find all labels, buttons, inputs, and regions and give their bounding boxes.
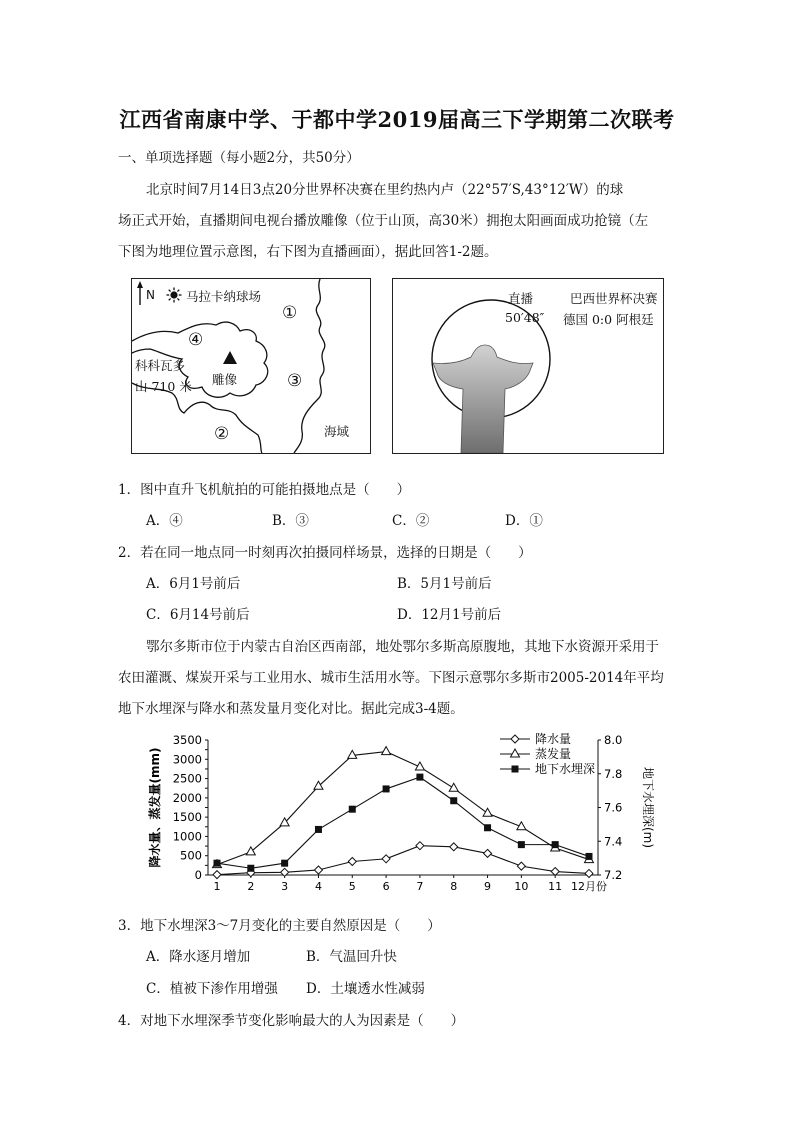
point-precipitation [382,855,390,863]
x-tick-label: 10 [514,880,529,893]
point-evaporation [382,747,391,755]
mountain-label-1: 科科瓦多 [135,358,186,373]
y-tick-label: 3000 [172,752,202,767]
x-tick-label: 6 [382,880,390,893]
point-groundwater [484,824,491,831]
point-groundwater [349,806,356,813]
legend-marker-square [512,766,519,773]
point-precipitation [416,842,424,850]
x-tick-label: 4 [314,880,322,893]
series-line-2 [217,752,589,865]
x-tick-label: 5 [348,880,356,893]
intro1-line2: 场正式开始，直播期间电视台播放雕像（位于山顶，高30米）拥抱太阳画面成功抢镜（左 [118,213,649,229]
mountain-label-2: 山 710 米 [135,379,192,394]
q1-stem: 1．图中直升飞机航拍的可能拍摄地点是（ ） [118,482,411,498]
event-label: 巴西世界杯决赛 [570,291,658,306]
y-right-tick-label: 7.4 [604,834,623,849]
point-groundwater [247,865,254,872]
y-right-axis-title: 地下水埋深(m) [641,766,655,849]
y-tick-label: 500 [180,848,202,863]
point-groundwater [281,860,288,867]
broadcast-frame [392,278,664,454]
point-groundwater [416,774,423,781]
q2-option-a: A．6月1号前后 [146,576,241,592]
q3-stem: 3．地下水埋深3～7月变化的主要自然原因是（ ） [118,918,441,934]
q1-option-a: A．④ [146,513,183,529]
series-line-1 [217,846,589,875]
q1-option-d: D．① [505,513,543,529]
intro1-line1: 北京时间7月14日3点20分世界杯决赛在里约热内卢（22°57′S,43°12′W）的球 [146,182,624,198]
sea-label: 海域 [324,424,350,439]
point-evaporation [348,750,357,758]
north-label: N [146,288,155,302]
q2-option-b: B．5月1号前后 [397,576,492,592]
bay-coastline [294,279,325,453]
point-groundwater [450,797,457,804]
intro2-line1: 鄂尔多斯市位于内蒙古自治区西南部，地处鄂尔多斯高原腹地，其地下水资源开采用于 [146,639,659,655]
statue-label: 雕像 [212,372,238,387]
marker-2: ② [214,424,230,444]
q2-option-d: D．12月1号前后 [397,607,502,623]
legend-label: 降水量 [535,732,572,746]
intro2-line3: 地下水埋深与降水和蒸发量月变化对比。据此完成3-4题。 [118,701,464,717]
y-axis-title: 降水量、蒸发量(mm) [148,747,162,868]
x-tick-label: 7 [416,880,424,893]
point-precipitation [348,858,356,866]
legend-marker-triangle [511,749,520,757]
y-tick-label: 3500 [172,733,202,747]
x-tick-label: 12月份 [571,880,607,893]
marker-3: ③ [287,371,303,391]
point-groundwater [586,853,593,860]
stadium-label: 马拉卡纳球场 [186,289,262,304]
location-map [131,278,371,454]
legend-marker-diamond [511,735,519,743]
q3-option-d: D．土壤透水性减弱 [306,981,425,997]
y-right-tick-label: 7.6 [604,800,623,815]
point-evaporation [483,808,492,816]
point-groundwater [214,860,221,867]
stadium-sun-icon [167,288,182,303]
y-right-tick-label: 8.0 [604,733,623,747]
statue-mountain-icon [223,351,237,364]
y-tick-label: 1500 [172,810,202,825]
q3-option-b: B．气温回升快 [306,949,397,965]
point-precipitation [517,862,525,870]
y-tick-label: 1000 [172,829,202,844]
q3-option-a: A．降水逐月增加 [146,949,251,965]
page-title: 江西省南康中学、于都中学2019届高三下学期第二次联考 [119,107,675,132]
point-evaporation [449,783,458,791]
q4-stem: 4．对地下水埋深季节变化影响最大的人为因素是（ ） [118,1013,465,1029]
groundwater-chart [140,728,660,893]
x-tick-label: 11 [548,880,563,893]
marker-1: ① [282,303,298,323]
point-precipitation [585,869,593,877]
point-groundwater [552,841,559,848]
y-right-tick-label: 7.8 [604,766,623,781]
point-precipitation [484,849,492,857]
x-tick-label: 3 [281,880,289,893]
q2-option-c: C．6月14号前后 [146,607,250,623]
q3-option-c: C．植被下渗作用增强 [146,981,278,997]
x-tick-label: 2 [247,880,255,893]
score-label: 德国 0:0 阿根廷 [563,312,654,327]
x-tick-label: 9 [484,880,492,893]
north-arrow-head-icon [137,281,143,288]
point-evaporation [314,781,323,789]
q2-stem: 2．若在同一地点同一时刻再次拍摄同样场景，选择的日期是（ ） [118,545,532,561]
y-right-tick-label: 7.2 [604,868,623,882]
legend-label: 地下水埋深 [535,762,596,776]
intro1-line3: 下图为地理位置示意图，右下图为直播画面），据此回答1-2题。 [118,244,498,260]
q1-option-b: B．③ [272,513,309,529]
q1-option-c: C．② [392,513,430,529]
point-precipitation [213,871,221,879]
point-precipitation [551,868,559,876]
intro2-line2: 农田灌溉、煤炭开采与工业用水、城市生活用水等。下图示意鄂尔多斯市2005-2014年平均 [118,670,664,686]
point-evaporation [246,847,255,855]
series-line-3 [217,777,589,868]
marker-4: ④ [188,330,204,350]
live-label: 直播 [508,291,534,306]
section-heading: 一、单项选择题（每小题2分，共50分） [118,150,360,166]
match-time: 50′48″ [505,310,545,325]
point-groundwater [383,785,390,792]
y-tick-label: 0 [194,868,202,882]
point-groundwater [315,826,322,833]
x-tick-label: 8 [450,880,458,893]
point-precipitation [450,843,458,851]
point-groundwater [518,841,525,848]
legend-label: 蒸发量 [535,747,572,761]
point-precipitation [314,866,322,874]
y-tick-label: 2000 [172,790,202,805]
x-tick-label: 1 [213,880,221,893]
y-tick-label: 2500 [172,771,202,786]
